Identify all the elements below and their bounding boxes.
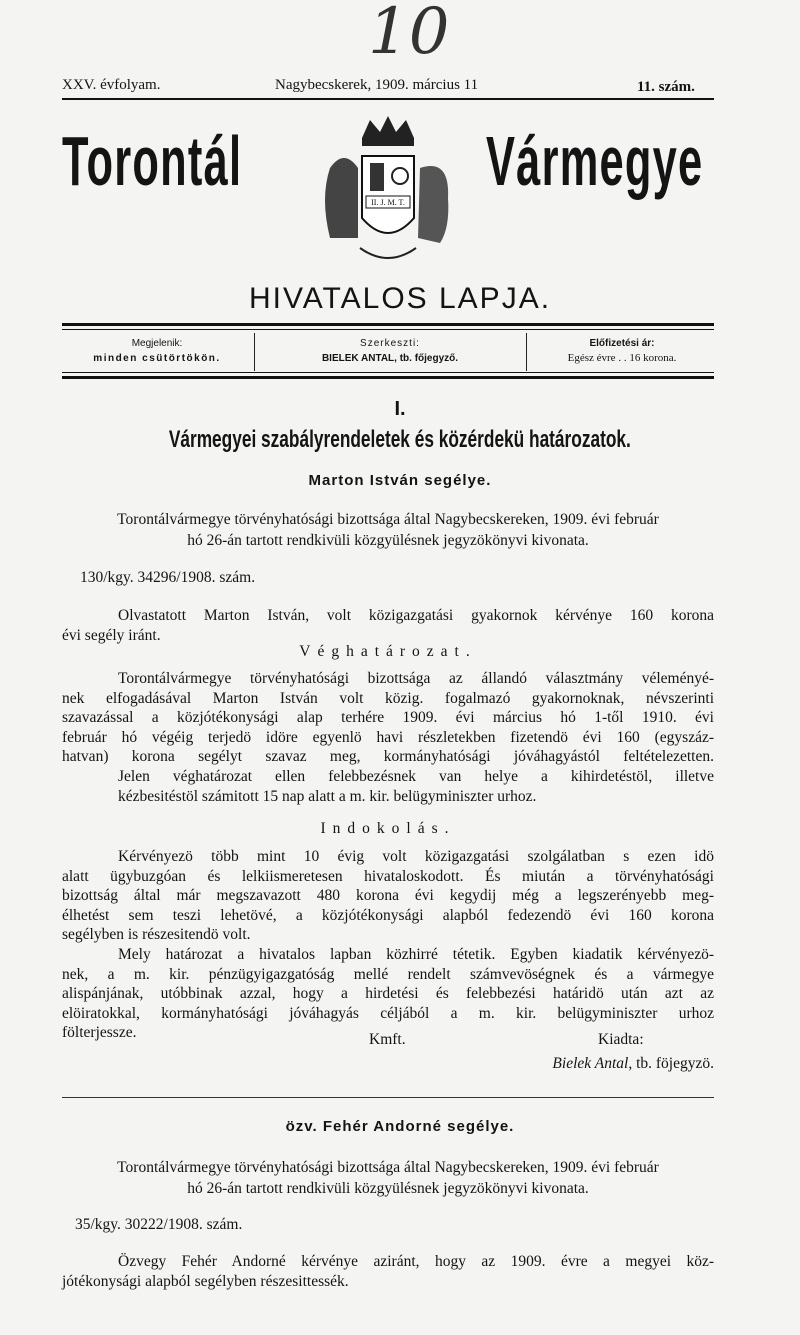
reasoning-paragraph-line: élhetést sem teszi lehetövé, a közjótékonysági alapból fedezendö évi 160 korona	[62, 907, 714, 924]
section-numeral: I.	[394, 398, 406, 420]
decision-paragraph-line: Torontálvármegye törvényhatósági bizottsága az állandó választmány véleményé-	[118, 670, 714, 687]
article-separator	[62, 1097, 714, 1098]
article2-intro-line: Torontálvármegye törvényhatósági bizottsága által Nagybecskereken, 1909. évi február	[117, 1159, 659, 1176]
editor-value: BIELEK ANTAL, tb. főjegyző.	[321, 353, 459, 364]
article2-paragraph-line: jótékonysági alapból segélyben részesittessék.	[62, 1273, 349, 1290]
info-publication	[62, 336, 252, 366]
reasoning-paragraph-line: elöiratokkal, kormányhatósági jóváhagyás céljából a m. kir. belügyminiszter urhoz	[62, 1005, 714, 1022]
signer-title: , tb. föjegyzö.	[628, 1055, 714, 1072]
dateline: Nagybecskerek, 1909. március 11	[275, 77, 479, 93]
reasoning-paragraph-line: segélyben is részesitendö volt.	[62, 926, 251, 943]
reasoning-paragraph-line: alispánjának, utóbbinak azzal, hogy a hirdetési és felebbezési határidö után azt az	[62, 985, 714, 1002]
decision-paragraph-line: február hó végéig terjedö idöre egyenlö havi részletekben fizetendö évi 160 (egyszáz-	[62, 729, 714, 746]
decision-paragraph-line: kézbesitéstöl számitott 15 nap alatt a m. kir. belügyminiszter urhoz.	[118, 788, 537, 805]
section-heading	[0, 426, 800, 454]
info-subscription	[527, 336, 717, 366]
article1-title: Marton István segélye.	[308, 472, 492, 489]
article2-title: özv. Fehér Andorné segélye.	[285, 1118, 515, 1135]
section-heading-text: Vármegyei szabályrendeletek és közérdekü határozatok.	[169, 426, 631, 453]
handwritten-page-number: 10	[368, 0, 450, 69]
article2-intro-line: hó 26-án tartott rendkivüli közgyülésnek jegyzökönyvi kivonata.	[187, 1180, 589, 1197]
article2-reference-number: 35/kgy. 30222/1908. szám.	[75, 1216, 243, 1233]
info-rule-bottom-thin	[62, 372, 714, 373]
volume-label: XXV. évfolyam.	[62, 77, 161, 93]
decision-paragraph-line: Jelen véghatározat ellen felebbezésnek van helye a kihirdetéstöl, illetve	[118, 768, 714, 785]
svg-text:II. J. M. T.: II. J. M. T.	[371, 198, 405, 207]
kiadta-label: Kiadta:	[598, 1031, 644, 1048]
info-rule-bottom	[62, 376, 714, 379]
issue-number: 11. szám.	[637, 79, 695, 95]
header-rule	[62, 98, 714, 100]
kmft-label: Kmft.	[369, 1031, 406, 1048]
info-rule-top-thin	[62, 329, 714, 330]
subscription-label: Előfizetési ár:	[589, 338, 655, 349]
decision-paragraph-line: szavazással a közjótékonysági alap terhére 1909. évi március hó 1-től 1910. évi	[62, 709, 714, 726]
signature	[552, 1055, 714, 1073]
info-rule-top	[62, 323, 714, 326]
reasoning-paragraph-line: nek, a m. kir. pénzügyigazgatóság mellé rendelt számvevöségnek és a vármegye	[62, 966, 714, 983]
article1-intro-line: hó 26-án tartott rendkivüli közgyülésnek jegyzökönyvi kivonata.	[187, 532, 589, 549]
publication-label: Megjelenik:	[131, 338, 183, 349]
reasoning-paragraph-line: Mely határozat a hivatalos lapban közhirré tétetik. Egyben kiadatik kérvényezö-	[118, 946, 714, 963]
reasoning-paragraph-line: fölterjessze.	[62, 1024, 137, 1041]
signer-name: Bielek Antal	[552, 1055, 629, 1072]
article1-reference-number: 130/kgy. 34296/1908. szám.	[80, 569, 256, 586]
reasoning-paragraph-line: Kérvényezö több mint 10 évig volt közigazgatási szolgálatban s ezen idö	[118, 848, 714, 865]
masthead-title-right: Vármegye	[486, 122, 704, 200]
reasoning-paragraph-line: bizottság által már megszavazott 480 korona évi kegydij még a legszerényebb meg-	[62, 887, 714, 904]
reasoning-paragraph-line: alatt ügybuzgóan és lelkiismeretesen hivataloskodott. És miután a törvényhatósági	[62, 868, 714, 885]
decision-paragraph-line: hatvan) korona segélyt szavaz meg, kormányhatósági jóváhagyástól feltételezetten.	[62, 748, 714, 765]
subscription-value: Egész évre . . 16 korona.	[567, 352, 677, 364]
article1-paragraph-line: évi segély iránt.	[62, 627, 161, 644]
article1-intro-line: Torontálvármegye törvényhatósági bizottsága által Nagybecskereken, 1909. évi február	[117, 511, 659, 528]
reasoning-heading: Indokolás.	[320, 820, 456, 837]
decision-heading: Véghatározat.	[299, 643, 477, 660]
article2-paragraph-line: Özvegy Fehér Andorné kérvénye aziránt, hogy az 1909. évre a megyei köz-	[118, 1253, 714, 1270]
article1-paragraph-line: Olvastatott Marton István, volt közigazgatási gyakornok kérvénye 160 korona	[118, 607, 714, 624]
publication-value: minden csütörtökön.	[93, 353, 221, 364]
editor-label: Szerkeszti:	[360, 338, 420, 349]
masthead-title-left: Torontál	[62, 122, 243, 200]
masthead-subtitle: HIVATALOS LAPJA.	[248, 282, 552, 315]
decision-paragraph-line: nek elfogadásával Marton István volt közig. fogalmazó gyakornoknak, névszerinti	[62, 690, 714, 707]
coat-of-arms-emblem	[300, 108, 475, 273]
info-editor	[255, 336, 525, 366]
